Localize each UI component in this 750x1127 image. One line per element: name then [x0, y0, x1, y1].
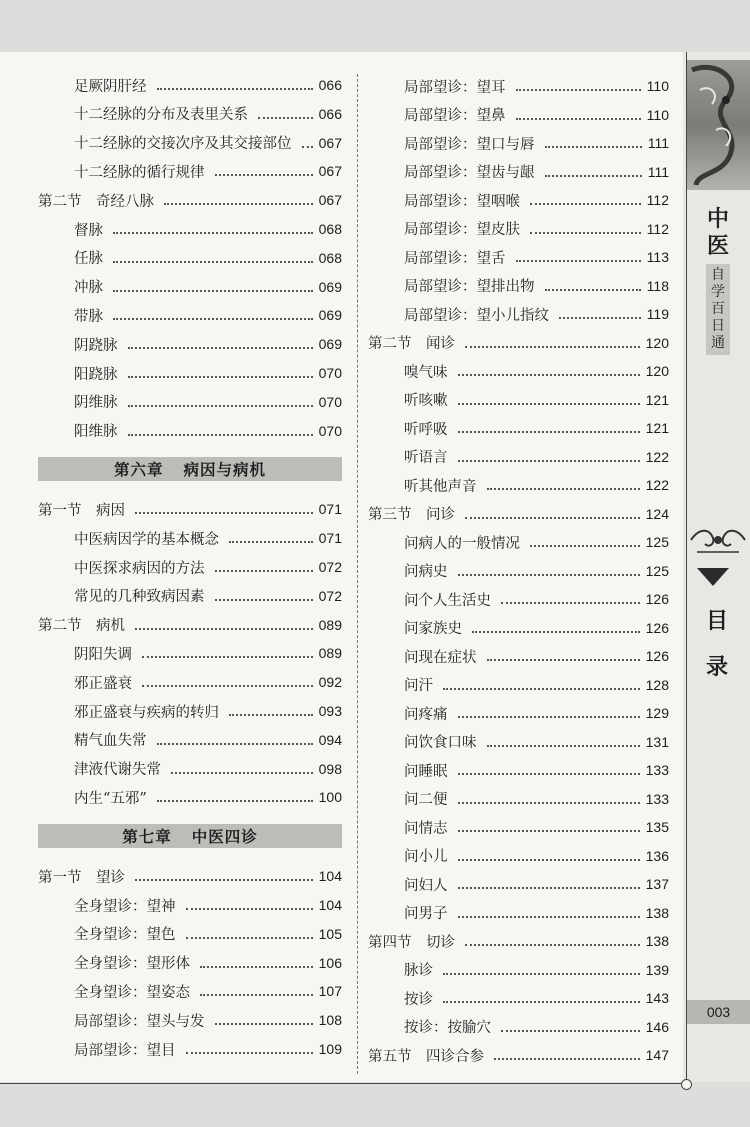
- toc-entry-page: 113: [646, 249, 669, 265]
- dot-leader: [530, 545, 640, 547]
- toc-entry-label: 问睡眠: [404, 763, 448, 780]
- toc-entry-page: 069: [318, 307, 342, 324]
- book-subtitle-char: 学: [711, 284, 725, 300]
- toc-entry[interactable]: [368, 699, 669, 727]
- toc-entry-label: 问二便: [404, 792, 448, 808]
- book-subtitle-char: 自: [711, 267, 725, 283]
- toc-entry[interactable]: [368, 899, 669, 927]
- toc-entry-label: 常见的几种致病因素: [74, 589, 205, 606]
- toc-entry-page: 136: [645, 847, 669, 864]
- toc-entry-label: 局部望诊：望皮肤: [404, 222, 520, 238]
- toc-entry[interactable]: [368, 785, 669, 813]
- chapter-heading: [38, 457, 342, 481]
- toc-entry[interactable]: [38, 668, 342, 696]
- corner-dot: [681, 1079, 692, 1090]
- toc-entry[interactable]: [368, 72, 669, 100]
- toc-entry[interactable]: [38, 388, 342, 416]
- toc-entry-label: 中医探求病因的方法: [74, 560, 205, 577]
- dot-leader: [113, 261, 313, 263]
- toc-entry[interactable]: [38, 977, 342, 1005]
- toc-entry-label: 局部望诊：望目: [74, 1042, 176, 1059]
- toc-entry-label: 阳维脉: [74, 424, 118, 441]
- toc-entry-page: 071: [318, 530, 342, 547]
- toc-entry-label: 第二节 奇经八脉: [38, 193, 154, 210]
- dot-leader: [229, 714, 313, 716]
- toc-entry-label: 局部望诊：望耳: [404, 79, 506, 96]
- toc-section-entry[interactable]: [368, 927, 669, 955]
- toc-entry[interactable]: [38, 755, 342, 783]
- book-subtitle-char: 通: [711, 335, 725, 351]
- toc-entry-label: 第一节 望诊: [38, 869, 125, 886]
- dot-leader: [229, 541, 313, 543]
- book-subtitle: [706, 264, 730, 355]
- toc-entry-page: 138: [645, 933, 669, 949]
- dot-leader: [113, 318, 313, 320]
- toc-entry-page: 069: [318, 278, 342, 295]
- toc-entry-label: 带脉: [74, 308, 103, 325]
- toc-entry-page: 068: [318, 249, 342, 266]
- column-divider: [357, 74, 358, 1074]
- toc-entry-page: 138: [645, 904, 669, 921]
- toc-entry-label: 第三节 问诊: [368, 507, 455, 523]
- toc-entry-page: 122: [645, 448, 669, 465]
- dot-leader: [186, 908, 313, 910]
- toc-entry[interactable]: [38, 726, 342, 754]
- toc-entry-page: 071: [318, 501, 342, 518]
- toc-entry-label: 阴跷脉: [74, 337, 118, 354]
- dot-leader: [545, 175, 642, 177]
- toc-entry-label: 十二经脉的分布及表里关系: [74, 107, 248, 124]
- dot-leader: [516, 89, 641, 91]
- page-number: 003: [687, 1000, 750, 1024]
- toc-entry-label: 局部望诊：望鼻: [404, 108, 506, 124]
- dot-leader: [142, 656, 313, 658]
- side-border-line: [686, 52, 687, 1087]
- scroll-ornament-icon: [689, 524, 747, 556]
- dot-leader: [501, 1030, 640, 1032]
- toc-entry-label: 第四节 切诊: [368, 934, 455, 951]
- dot-leader: [135, 879, 313, 881]
- toc-entry-page: 111: [647, 163, 669, 180]
- chapter-number: 第七章: [122, 827, 172, 847]
- toc-entry[interactable]: [368, 557, 669, 585]
- dot-leader: [494, 1058, 640, 1060]
- dot-leader: [302, 146, 313, 148]
- toc-entry[interactable]: [368, 1013, 669, 1041]
- dot-leader: [458, 773, 640, 775]
- toc-entry[interactable]: [368, 756, 669, 784]
- toc-entry[interactable]: [38, 330, 342, 358]
- toc-entry-page: 100: [318, 789, 342, 806]
- dot-leader: [458, 374, 640, 376]
- toc-entry-page: 106: [318, 954, 342, 971]
- dot-leader: [128, 434, 313, 436]
- toc-entry[interactable]: [368, 642, 669, 670]
- toc-entry-label: 内生“五邪”: [74, 790, 147, 807]
- toc-entry-page: 133: [645, 790, 669, 807]
- toc-entry[interactable]: [368, 158, 669, 186]
- dot-leader: [443, 688, 640, 690]
- toc-entry-label: 问男子: [404, 906, 448, 922]
- book-title: [692, 206, 744, 355]
- dot-leader: [487, 745, 640, 747]
- toc-entry[interactable]: [368, 272, 669, 300]
- toc-entry-page: 092: [318, 674, 342, 691]
- toc-entry-label: 脉诊: [404, 963, 433, 979]
- dot-leader: [472, 631, 640, 633]
- toc-entry-page: 128: [645, 676, 669, 693]
- toc-entry-label: 全身望诊：望形体: [74, 956, 190, 973]
- toc-entry[interactable]: [38, 783, 342, 811]
- toc-section-entry[interactable]: [38, 611, 342, 639]
- toc-entry-page: 119: [646, 306, 669, 322]
- dot-leader: [186, 1052, 313, 1054]
- toc-entry[interactable]: [368, 186, 669, 214]
- dot-leader: [458, 460, 640, 462]
- toc-entry-label: 局部望诊：望齿与龈: [404, 165, 535, 181]
- toc-entry-label: 第二节 病机: [38, 618, 125, 635]
- toc-entry[interactable]: [368, 471, 669, 499]
- toc-entry-label: 第五节 四诊合参: [368, 1048, 484, 1065]
- toc-entry-label: 全身望诊：望姿态: [74, 984, 190, 1001]
- toc-entry[interactable]: [368, 443, 669, 471]
- toc-entry-label: 局部望诊：望口与唇: [404, 136, 535, 153]
- dot-leader: [113, 290, 313, 292]
- toc-entry[interactable]: [368, 300, 669, 328]
- book-subtitle-char: 日: [711, 318, 725, 334]
- toc-entry-page: 126: [645, 648, 669, 664]
- toc-entry-page: 067: [318, 192, 342, 209]
- dot-leader: [157, 743, 313, 745]
- toc-entry-page: 109: [318, 1041, 342, 1057]
- toc-entry[interactable]: [38, 417, 342, 445]
- toc-entry-label: 问疼痛: [404, 706, 448, 723]
- toc-entry-label: 局部望诊：望排出物: [404, 279, 535, 295]
- toc-entry[interactable]: [368, 243, 669, 271]
- toc-entry-page: 070: [318, 422, 342, 439]
- toc-section-entry[interactable]: [368, 500, 669, 528]
- dot-leader: [465, 346, 640, 348]
- toc-entry-label: 问汗: [404, 678, 433, 694]
- dot-leader: [157, 800, 313, 802]
- section-title: [700, 598, 734, 690]
- dot-leader: [258, 117, 313, 119]
- toc-entry-label: 第二节 闻诊: [368, 336, 455, 352]
- toc-entry-page: 135: [645, 819, 669, 835]
- chapter-heading: [38, 824, 342, 848]
- toc-section-entry[interactable]: [38, 186, 342, 214]
- toc-entry-page: 105: [318, 925, 342, 942]
- dot-leader: [135, 628, 313, 630]
- dot-leader: [545, 146, 642, 148]
- toc-entry-page: 146: [645, 1018, 669, 1035]
- dot-leader: [113, 232, 313, 234]
- toc-entry[interactable]: [38, 71, 342, 99]
- toc-entry-label: 全身望诊：望色: [74, 927, 176, 944]
- toc-entry-page: 133: [645, 762, 669, 778]
- dot-leader: [516, 260, 641, 262]
- toc-entry-page: 066: [318, 77, 342, 93]
- dot-leader: [545, 289, 641, 291]
- toc-entry[interactable]: [38, 273, 342, 301]
- toc-entry[interactable]: [38, 582, 342, 610]
- toc-entry-label: 第一节 病因: [38, 502, 125, 519]
- toc-entry[interactable]: [38, 891, 342, 919]
- toc-section-entry[interactable]: [368, 329, 669, 357]
- dot-leader: [215, 570, 313, 572]
- triangle-down-icon: [697, 568, 729, 586]
- chapter-title: 病因与病机: [183, 460, 267, 480]
- toc-entry-page: 139: [645, 961, 669, 978]
- toc-entry[interactable]: [368, 357, 669, 385]
- toc-entry[interactable]: [38, 1006, 342, 1034]
- toc-entry[interactable]: [368, 813, 669, 841]
- toc-entry-label: 按诊: [404, 991, 433, 1008]
- toc-entry[interactable]: [368, 386, 669, 414]
- dot-leader: [487, 659, 640, 661]
- toc-entry-page: 125: [645, 534, 669, 550]
- toc-entry-page: 126: [645, 591, 669, 607]
- toc-entry-label: 冲脉: [74, 280, 103, 297]
- toc-entry-page: 112: [646, 192, 669, 208]
- dot-leader: [458, 802, 640, 804]
- toc-entry[interactable]: [368, 101, 669, 129]
- dot-leader: [200, 966, 313, 968]
- dot-leader: [501, 602, 640, 604]
- toc-entry-page: 121: [645, 391, 669, 408]
- dot-leader: [128, 405, 313, 407]
- toc-entry[interactable]: [368, 614, 669, 642]
- toc-entry-page: 129: [645, 705, 669, 721]
- dot-leader: [135, 512, 313, 514]
- chapter-title: 中医四诊: [191, 827, 258, 847]
- toc-entry-page: 124: [645, 505, 669, 522]
- toc-entry[interactable]: [368, 215, 669, 243]
- page-bottom-border: [0, 1083, 688, 1084]
- toc-entry-label: 问家族史: [404, 621, 462, 637]
- dot-leader: [200, 994, 313, 996]
- dot-leader: [215, 1023, 313, 1025]
- toc-entry-label: 按诊：按腧穴: [404, 1020, 491, 1036]
- toc-entry[interactable]: [38, 100, 342, 128]
- toc-entry-label: 问饮食口味: [404, 735, 477, 751]
- toc-entry[interactable]: [368, 129, 669, 157]
- toc-entry[interactable]: [38, 129, 342, 157]
- dot-leader: [128, 347, 313, 349]
- book-title-char: 医: [706, 233, 729, 259]
- toc-entry-label: 全身望诊：望神: [74, 898, 176, 915]
- toc-entry-label: 阳跷脉: [74, 366, 118, 383]
- toc-entry[interactable]: [368, 984, 669, 1012]
- toc-section-entry[interactable]: [368, 1041, 669, 1069]
- dot-leader: [142, 685, 313, 687]
- toc-entry-page: 110: [646, 78, 669, 94]
- toc-entry-page: 072: [318, 559, 342, 575]
- toc-entry[interactable]: [368, 671, 669, 699]
- dot-leader: [530, 203, 641, 205]
- dot-leader: [215, 174, 313, 176]
- toc-entry-label: 精气血失常: [74, 733, 147, 750]
- toc-entry-page: 125: [645, 562, 669, 579]
- dot-leader: [458, 716, 640, 718]
- toc-entry-label: 中医病因学的基本概念: [74, 531, 219, 548]
- dot-leader: [157, 88, 313, 90]
- dot-leader: [458, 830, 640, 832]
- dot-leader: [443, 1001, 640, 1003]
- toc-entry-page: 121: [645, 420, 669, 436]
- toc-entry-label: 听语言: [404, 450, 448, 466]
- toc-entry[interactable]: [38, 215, 342, 243]
- toc-entry-page: 094: [318, 731, 342, 748]
- toc-entry[interactable]: [368, 585, 669, 613]
- toc-entry[interactable]: [38, 301, 342, 329]
- dot-leader: [458, 916, 640, 918]
- toc-entry-label: 邪正盛衰与疾病的转归: [74, 704, 219, 721]
- toc-entry-label: 足厥阴肝经: [74, 78, 147, 95]
- toc-entry-label: 督脉: [74, 222, 103, 239]
- toc-entry-label: 问个人生活史: [404, 592, 491, 609]
- toc-entry[interactable]: [368, 728, 669, 756]
- toc-entry-page: 120: [645, 363, 669, 379]
- dot-leader: [164, 203, 313, 205]
- toc-entry[interactable]: [38, 1035, 342, 1063]
- dot-leader: [530, 232, 641, 234]
- toc-entry-label: 问小儿: [404, 849, 448, 865]
- toc-entry-page: 122: [645, 477, 669, 493]
- dot-leader: [559, 317, 641, 319]
- toc-entry-page: 147: [645, 1047, 669, 1063]
- toc-entry-page: 089: [318, 616, 342, 633]
- dot-leader: [458, 403, 640, 405]
- section-title-char: 目: [705, 608, 728, 634]
- dot-leader: [215, 599, 313, 601]
- toc-entry-page: 110: [646, 106, 669, 123]
- dot-leader: [516, 118, 641, 120]
- toc-entry-label: 津液代谢失常: [74, 762, 161, 779]
- toc-entry-page: 112: [646, 220, 669, 237]
- toc-entry-page: 067: [318, 134, 342, 151]
- dot-leader: [171, 772, 313, 774]
- toc-entry-page: 069: [318, 336, 342, 353]
- toc-entry-label: 问妇人: [404, 877, 448, 894]
- toc-entry-label: 听咳嗽: [404, 393, 448, 409]
- dot-leader: [487, 488, 640, 490]
- dot-leader: [458, 887, 640, 889]
- toc-entry-label: 问病人的一般情况: [404, 535, 520, 552]
- toc-entry-label: 嗅气味: [404, 364, 448, 381]
- toc-entry-page: 126: [645, 619, 669, 636]
- toc-entry-page: 070: [318, 393, 342, 410]
- toc-entry[interactable]: [368, 414, 669, 442]
- toc-section-entry[interactable]: [38, 862, 342, 890]
- toc-entry-page: 108: [318, 1012, 342, 1029]
- toc-entry-page: 131: [645, 733, 669, 750]
- toc-entry-page: 067: [318, 163, 342, 180]
- toc-entry-page: 104: [318, 868, 342, 885]
- toc-entry[interactable]: [368, 870, 669, 898]
- toc-entry[interactable]: [368, 956, 669, 984]
- toc-entry[interactable]: [38, 553, 342, 581]
- toc-entry-page: 070: [318, 365, 342, 381]
- toc-entry-page: 137: [645, 876, 669, 892]
- toc-entry[interactable]: [38, 244, 342, 272]
- toc-entry-page: 104: [318, 897, 342, 913]
- dot-leader: [458, 859, 640, 861]
- toc-entry-label: 阴维脉: [74, 395, 118, 412]
- toc-entry[interactable]: [38, 639, 342, 667]
- chapter-number: 第六章: [113, 460, 164, 480]
- toc-entry[interactable]: [38, 157, 342, 185]
- toc-entry-page: 143: [645, 990, 669, 1006]
- dot-leader: [128, 376, 313, 378]
- toc-entry-label: 听呼吸: [404, 421, 448, 438]
- dragon-ornament-icon: [686, 60, 750, 190]
- toc-entry-label: 十二经脉的交接次序及其交接部位: [74, 136, 292, 153]
- toc-entry[interactable]: [38, 920, 342, 948]
- toc-entry-label: 听其他声音: [404, 478, 477, 495]
- toc-entry-label: 邪正盛衰: [74, 675, 132, 692]
- toc-entry-label: 问病史: [404, 564, 448, 580]
- toc-entry-label: 局部望诊：望头与发: [74, 1013, 205, 1030]
- toc-entry-page: 093: [318, 703, 342, 719]
- toc-entry-page: 107: [318, 983, 342, 1000]
- toc-entry-page: 098: [318, 760, 342, 777]
- dot-leader: [465, 944, 640, 946]
- toc-entry[interactable]: [368, 528, 669, 556]
- toc-entry-page: 072: [318, 587, 342, 604]
- toc-entry-page: 120: [645, 334, 669, 351]
- toc-entry-page: 066: [318, 105, 342, 122]
- toc-entry-label: 阴阳失调: [74, 646, 132, 663]
- dot-leader: [458, 431, 640, 433]
- toc-entry-label: 问现在症状: [404, 649, 477, 666]
- book-title-char: 中: [706, 206, 729, 232]
- toc-entry[interactable]: [38, 949, 342, 977]
- dot-leader: [465, 517, 640, 519]
- toc-entry[interactable]: [38, 359, 342, 387]
- book-subtitle-char: 百: [711, 301, 725, 317]
- toc-entry-label: 局部望诊：望小儿指纹: [404, 307, 549, 324]
- dot-leader: [458, 574, 640, 576]
- toc-entry-page: 111: [647, 135, 669, 151]
- section-title-char: 录: [705, 654, 728, 680]
- toc-entry-page: 118: [646, 277, 669, 294]
- toc-entry-page: 068: [318, 221, 342, 237]
- dot-leader: [443, 973, 640, 975]
- toc-section-entry[interactable]: [38, 495, 342, 523]
- toc-entry-label: 局部望诊：望舌: [404, 250, 506, 267]
- dot-leader: [186, 937, 313, 939]
- toc-entry[interactable]: [368, 842, 669, 870]
- toc-entry-label: 十二经脉的循行规律: [74, 164, 205, 181]
- toc-entry[interactable]: [38, 524, 342, 552]
- book-page: [0, 52, 750, 1082]
- toc-entry-label: 局部望诊：望咽喉: [404, 193, 520, 210]
- toc-entry-label: 任脉: [74, 251, 103, 268]
- toc-entry-page: 089: [318, 645, 342, 662]
- toc-entry-label: 问情志: [404, 820, 448, 837]
- toc-entry[interactable]: [38, 697, 342, 725]
